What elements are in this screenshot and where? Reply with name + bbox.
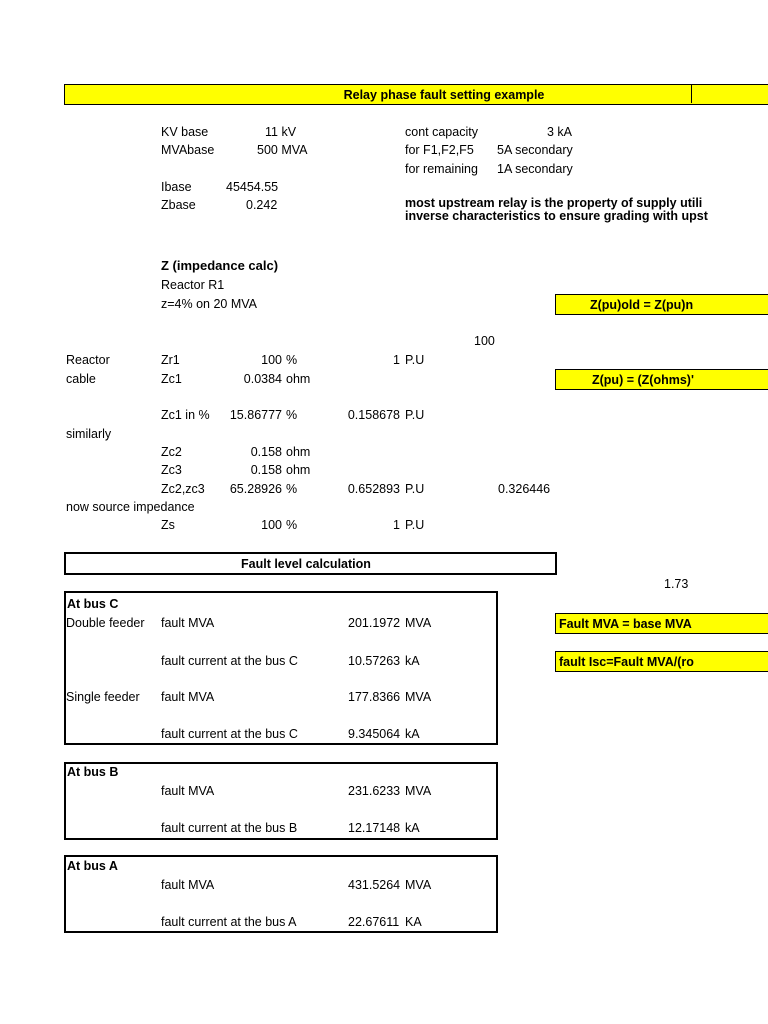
zc2-value: 0.158 <box>250 445 282 459</box>
bus-c-title: At bus C <box>67 597 119 611</box>
zc23-pu-unit: P.U <box>405 482 425 496</box>
sheet-title: Relay phase fault setting example <box>343 88 545 102</box>
bus-b-current-value: 12.17148 <box>348 821 401 835</box>
sqrt3-value: 1.73 <box>664 577 689 591</box>
zbase-label: Zbase <box>161 198 196 212</box>
bus-a-mva-label: fault MVA <box>161 878 215 892</box>
zc2-unit: ohm <box>286 445 311 459</box>
hundred-value: 100 <box>474 334 495 348</box>
bus-c-single-current-label: fault current at the bus C <box>161 727 298 741</box>
single-feeder-label: Single feeder <box>66 690 140 704</box>
formula-zpu: Z(pu) = (Z(ohms)' <box>555 369 768 390</box>
ibase-value: 45454.55 <box>226 180 279 194</box>
note-line-1: most upstream relay is the property of supply utili <box>405 196 703 210</box>
zc1-label: Zc1 <box>161 372 182 386</box>
bus-c-single-mva-value: 177.8366 <box>348 690 401 704</box>
reactor-r1-label: Reactor R1 <box>161 278 225 292</box>
cable-label: cable <box>66 372 96 386</box>
similarly-label: similarly <box>66 427 112 441</box>
bus-b-mva-unit: MVA <box>405 784 432 798</box>
zs-pu-unit: P.U <box>405 518 425 532</box>
formula-fault-mva: Fault MVA = base MVA <box>555 613 768 634</box>
double-feeder-label: Double feeder <box>66 616 145 630</box>
reactor-label: Reactor <box>66 353 110 367</box>
bus-a-current-value: 22.67611 <box>348 915 400 929</box>
bus-c-double-mva-label: fault MVA <box>161 616 215 630</box>
zc3-value: 0.158 <box>250 463 282 477</box>
bus-c-double-mva-value: 201.1972 <box>348 616 401 630</box>
bus-a-title: At bus A <box>67 859 118 873</box>
fault-level-header <box>64 552 557 575</box>
bus-c-double-current-unit: kA <box>405 654 420 668</box>
zs-unit: % <box>286 518 298 532</box>
bus-b-current-label: fault current at the bus B <box>161 821 298 835</box>
bus-b-current-unit: kA <box>405 821 420 835</box>
cont-capacity-value: 3 kA <box>547 125 573 139</box>
zbase-value: 0.242 <box>246 198 278 212</box>
note-line-2: inverse characteristics to ensure grading with upst <box>405 209 708 223</box>
bus-a-current-unit: KA <box>405 915 422 929</box>
zc23-parallel-value: 0.326446 <box>498 482 551 496</box>
bus-c-double-current-label: fault current at the bus C <box>161 654 298 668</box>
z-note: z=4% on 20 MVA <box>161 297 258 311</box>
zc1-pct-unit: % <box>286 408 298 422</box>
impedance-heading: Z (impedance calc) <box>161 258 279 273</box>
zc3-label: Zc3 <box>161 463 182 477</box>
zs-pu-value: 1 <box>393 518 400 532</box>
formula-zpu-old: Z(pu)old = Z(pu)n <box>555 294 768 315</box>
zs-value: 100 <box>261 518 282 532</box>
zc1-pu-unit: P.U <box>405 408 425 422</box>
zr1-pu-unit: P.U <box>405 353 425 367</box>
zr1-pu-value: 1 <box>393 353 400 367</box>
zc2-label: Zc2 <box>161 445 182 459</box>
bus-c-single-mva-label: fault MVA <box>161 690 215 704</box>
bus-c-double-mva-unit: MVA <box>405 616 432 630</box>
source-impedance-label: now source impedance <box>66 500 195 514</box>
remaining-value: 1A secondary <box>497 162 573 176</box>
zc1-pct-label: Zc1 in % <box>161 408 210 422</box>
zc3-unit: ohm <box>286 463 311 477</box>
fault-level-title: Fault level calculation <box>241 557 371 571</box>
zc1-pct-value: 15.86777 <box>229 408 282 422</box>
bus-c-double-current-value: 10.57263 <box>348 654 401 668</box>
remaining-label: for remaining <box>405 162 478 176</box>
formula-fault-isc: fault Isc=Fault MVA/(ro <box>555 651 768 672</box>
zc23-pct-unit: % <box>286 482 298 496</box>
bus-a-mva-unit: MVA <box>405 878 432 892</box>
f125-value: 5A secondary <box>497 143 573 157</box>
bus-a-current-label: fault current at the bus A <box>161 915 297 929</box>
mva-base-label: MVAbase <box>161 143 215 157</box>
zs-label: Zs <box>161 518 175 532</box>
kv-base-label: KV base <box>161 125 209 139</box>
bus-b-mva-label: fault MVA <box>161 784 215 798</box>
bus-c-single-current-unit: kA <box>405 727 420 741</box>
cont-capacity-label: cont capacity <box>405 125 478 139</box>
bus-b-mva-value: 231.6233 <box>348 784 401 798</box>
bus-b-title: At bus B <box>67 765 119 779</box>
zc23-pct-value: 65.28926 <box>229 482 282 496</box>
zc1-unit: ohm <box>286 372 311 386</box>
zc1-value: 0.0384 <box>243 372 282 386</box>
f125-label: for F1,F2,F5 <box>405 143 474 157</box>
zc1-pu-value: 0.158678 <box>347 408 400 422</box>
mva-base-value: 500 MVA <box>257 143 308 157</box>
kv-base-value: 11 kV <box>265 125 297 139</box>
zr1-unit: % <box>286 353 298 367</box>
zc23-label: Zc2,zc3 <box>161 482 205 496</box>
zc23-pu-value: 0.652893 <box>347 482 400 496</box>
bus-c-single-mva-unit: MVA <box>405 690 432 704</box>
zr1-value: 100 <box>261 353 282 367</box>
zr1-label: Zr1 <box>161 353 180 367</box>
bus-a-mva-value: 431.5264 <box>348 878 401 892</box>
title-bar <box>64 84 768 105</box>
bus-c-single-current-value: 9.345064 <box>348 727 401 741</box>
ibase-label: Ibase <box>161 180 192 194</box>
